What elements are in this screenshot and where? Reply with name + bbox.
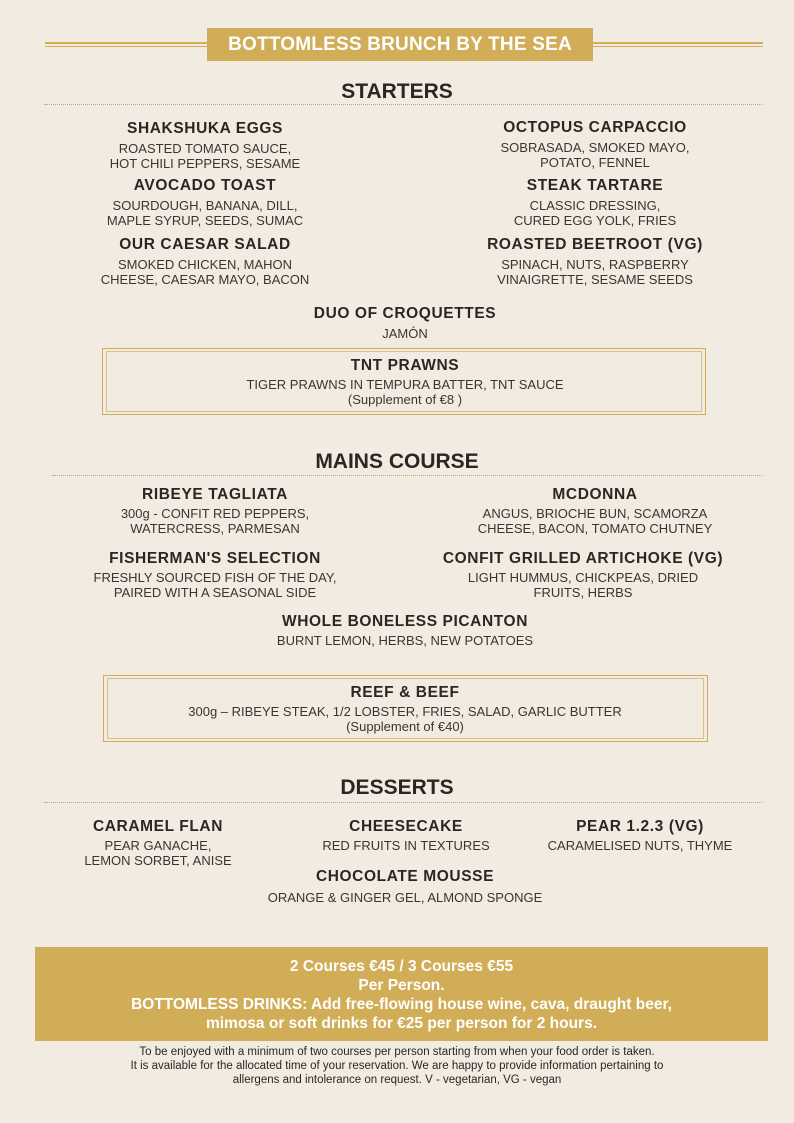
item-name: PEAR 1.2.3 (VG)	[576, 818, 704, 835]
menu-item	[420, 550, 746, 600]
item-desc: MAPLE SYRUP, SEEDS, SUMAC	[106, 213, 304, 228]
item-desc: 300g – RIBEYE STEAK, 1/2 LOBSTER, FRIES, SALAD, GARLIC BUTTER	[188, 704, 622, 719]
header-rule-left-thin	[45, 46, 207, 47]
item-name: FISHERMAN'S SELECTION	[109, 550, 321, 567]
item-desc: CHEESE, BACON, TOMATO CHUTNEY	[477, 521, 713, 536]
pricing-per-person: Per Person.	[358, 977, 445, 994]
menu-item	[240, 868, 570, 905]
item-desc: JAMÓN	[382, 326, 428, 341]
menu-item	[65, 550, 365, 600]
special-item	[110, 684, 700, 734]
menu-item	[230, 613, 580, 648]
desserts-divider	[44, 802, 762, 803]
item-desc: ROASTED TOMATO SAUCE,	[118, 141, 292, 156]
menu-item	[296, 818, 516, 853]
item-desc: 300g - CONFIT RED PEPPERS,	[120, 506, 310, 521]
item-desc: PAIRED WITH A SEASONAL SIDE	[113, 585, 317, 600]
item-desc: SOURDOUGH, BANANA, DILL,	[112, 198, 298, 213]
menu-title: BOTTOMLESS BRUNCH BY THE SEA	[228, 33, 572, 55]
item-desc: BURNT LEMON, HERBS, NEW POTATOES	[276, 633, 534, 648]
item-name: WHOLE BONELESS PICANTON	[281, 613, 529, 630]
item-name: CHEESECAKE	[349, 818, 463, 835]
item-desc: SPINACH, NUTS, RASPBERRY	[501, 257, 689, 272]
item-name: OCTOPUS CARPACCIO	[503, 119, 687, 136]
menu-item	[430, 486, 760, 536]
pricing-drinks: BOTTOMLESS DRINKS: Add free-flowing house wine, cava, draught beer,	[131, 996, 672, 1013]
item-name: CARAMEL FLAN	[92, 818, 224, 835]
item-name: REEF & BEEF	[350, 684, 460, 701]
special-item	[110, 357, 700, 407]
item-desc: HOT CHILI PEPPERS, SESAME	[109, 156, 301, 171]
item-desc: CARAMELISED NUTS, THYME	[547, 838, 733, 853]
item-desc: TIGER PRAWNS IN TEMPURA BATTER, TNT SAUCE	[246, 377, 564, 392]
item-desc: CLASSIC DRESSING,	[529, 198, 661, 213]
menu-item	[450, 119, 740, 170]
item-name: MCDONNA	[552, 486, 638, 503]
item-desc: POTATO, FENNEL	[540, 155, 650, 170]
menu-item	[70, 486, 360, 536]
header-rule-right-thin	[593, 46, 763, 47]
item-desc: FRUITS, HERBS	[533, 585, 633, 600]
supplement-note: (Supplement of €8 )	[347, 392, 463, 407]
item-desc: ORANGE & GINGER GEL, ALMOND SPONGE	[267, 890, 543, 905]
item-desc: CURED EGG YOLK, FRIES	[513, 213, 677, 228]
item-desc: VINAIGRETTE, SESAME SEEDS	[497, 272, 693, 287]
footer-line: To be enjoyed with a minimum of two courses per person starting from when your food order is taken.	[139, 1046, 655, 1058]
menu-title-band	[207, 28, 593, 61]
pricing-courses: 2 Courses €45 / 3 Courses €55	[289, 958, 514, 975]
footer-line: allergens and intolerance on request. V - vegetarian, VG - vegan	[232, 1074, 562, 1086]
item-desc: RED FRUITS IN TEXTURES	[322, 838, 490, 853]
item-desc: LIGHT HUMMUS, CHICKPEAS, DRIED	[467, 570, 699, 585]
footer-note	[40, 1045, 754, 1087]
pricing-drinks-cont: mimosa or soft drinks for €25 per person for 2 hours.	[205, 1015, 598, 1032]
item-name: CHOCOLATE MOUSSE	[315, 868, 495, 885]
item-name: STEAK TARTARE	[526, 177, 664, 194]
item-name: SHAKSHUKA EGGS	[127, 120, 283, 137]
mains-divider	[52, 475, 762, 476]
item-name: RIBEYE TAGLIATA	[142, 486, 288, 503]
header-rule-left	[45, 42, 207, 44]
item-name: OUR CAESAR SALAD	[119, 236, 291, 253]
menu-item	[530, 818, 750, 853]
menu-item	[450, 177, 740, 228]
menu-item	[58, 818, 258, 868]
item-desc: PEAR GANACHE,	[104, 838, 212, 853]
menu-item	[70, 120, 340, 171]
item-name: DUO OF CROQUETTES	[313, 305, 497, 322]
supplement-note: (Supplement of €40)	[346, 719, 464, 734]
item-name: CONFIT GRILLED ARTICHOKE (VG)	[442, 550, 724, 567]
item-desc: CHEESE, CAESAR MAYO, BACON	[100, 272, 310, 287]
item-desc: WATERCRESS, PARMESAN	[130, 521, 300, 536]
starters-title: STARTERS	[341, 80, 453, 103]
desserts-title: DESSERTS	[340, 776, 454, 799]
menu-item	[70, 177, 340, 228]
menu-item	[450, 236, 740, 287]
menu-item	[250, 305, 560, 341]
item-desc: FRESHLY SOURCED FISH OF THE DAY,	[93, 570, 337, 585]
mains-title: MAINS COURSE	[315, 450, 479, 473]
footer-line: It is available for the allocated time of your reservation. We are happy to provide information pertaining to	[130, 1060, 664, 1072]
pricing-band	[35, 947, 768, 1041]
item-name: ROASTED BEETROOT (VG)	[487, 236, 703, 253]
item-desc: LEMON SORBET, ANISE	[84, 853, 232, 868]
item-desc: ANGUS, BRIOCHE BUN, SCAMORZA	[482, 506, 708, 521]
item-desc: SMOKED CHICKEN, MAHON	[117, 257, 293, 272]
menu-item	[66, 236, 344, 287]
item-name: TNT PRAWNS	[350, 357, 460, 374]
item-name: AVOCADO TOAST	[133, 177, 277, 194]
starters-divider	[44, 104, 762, 105]
item-desc: SOBRASADA, SMOKED MAYO,	[500, 140, 690, 155]
header-rule-right	[593, 42, 763, 44]
